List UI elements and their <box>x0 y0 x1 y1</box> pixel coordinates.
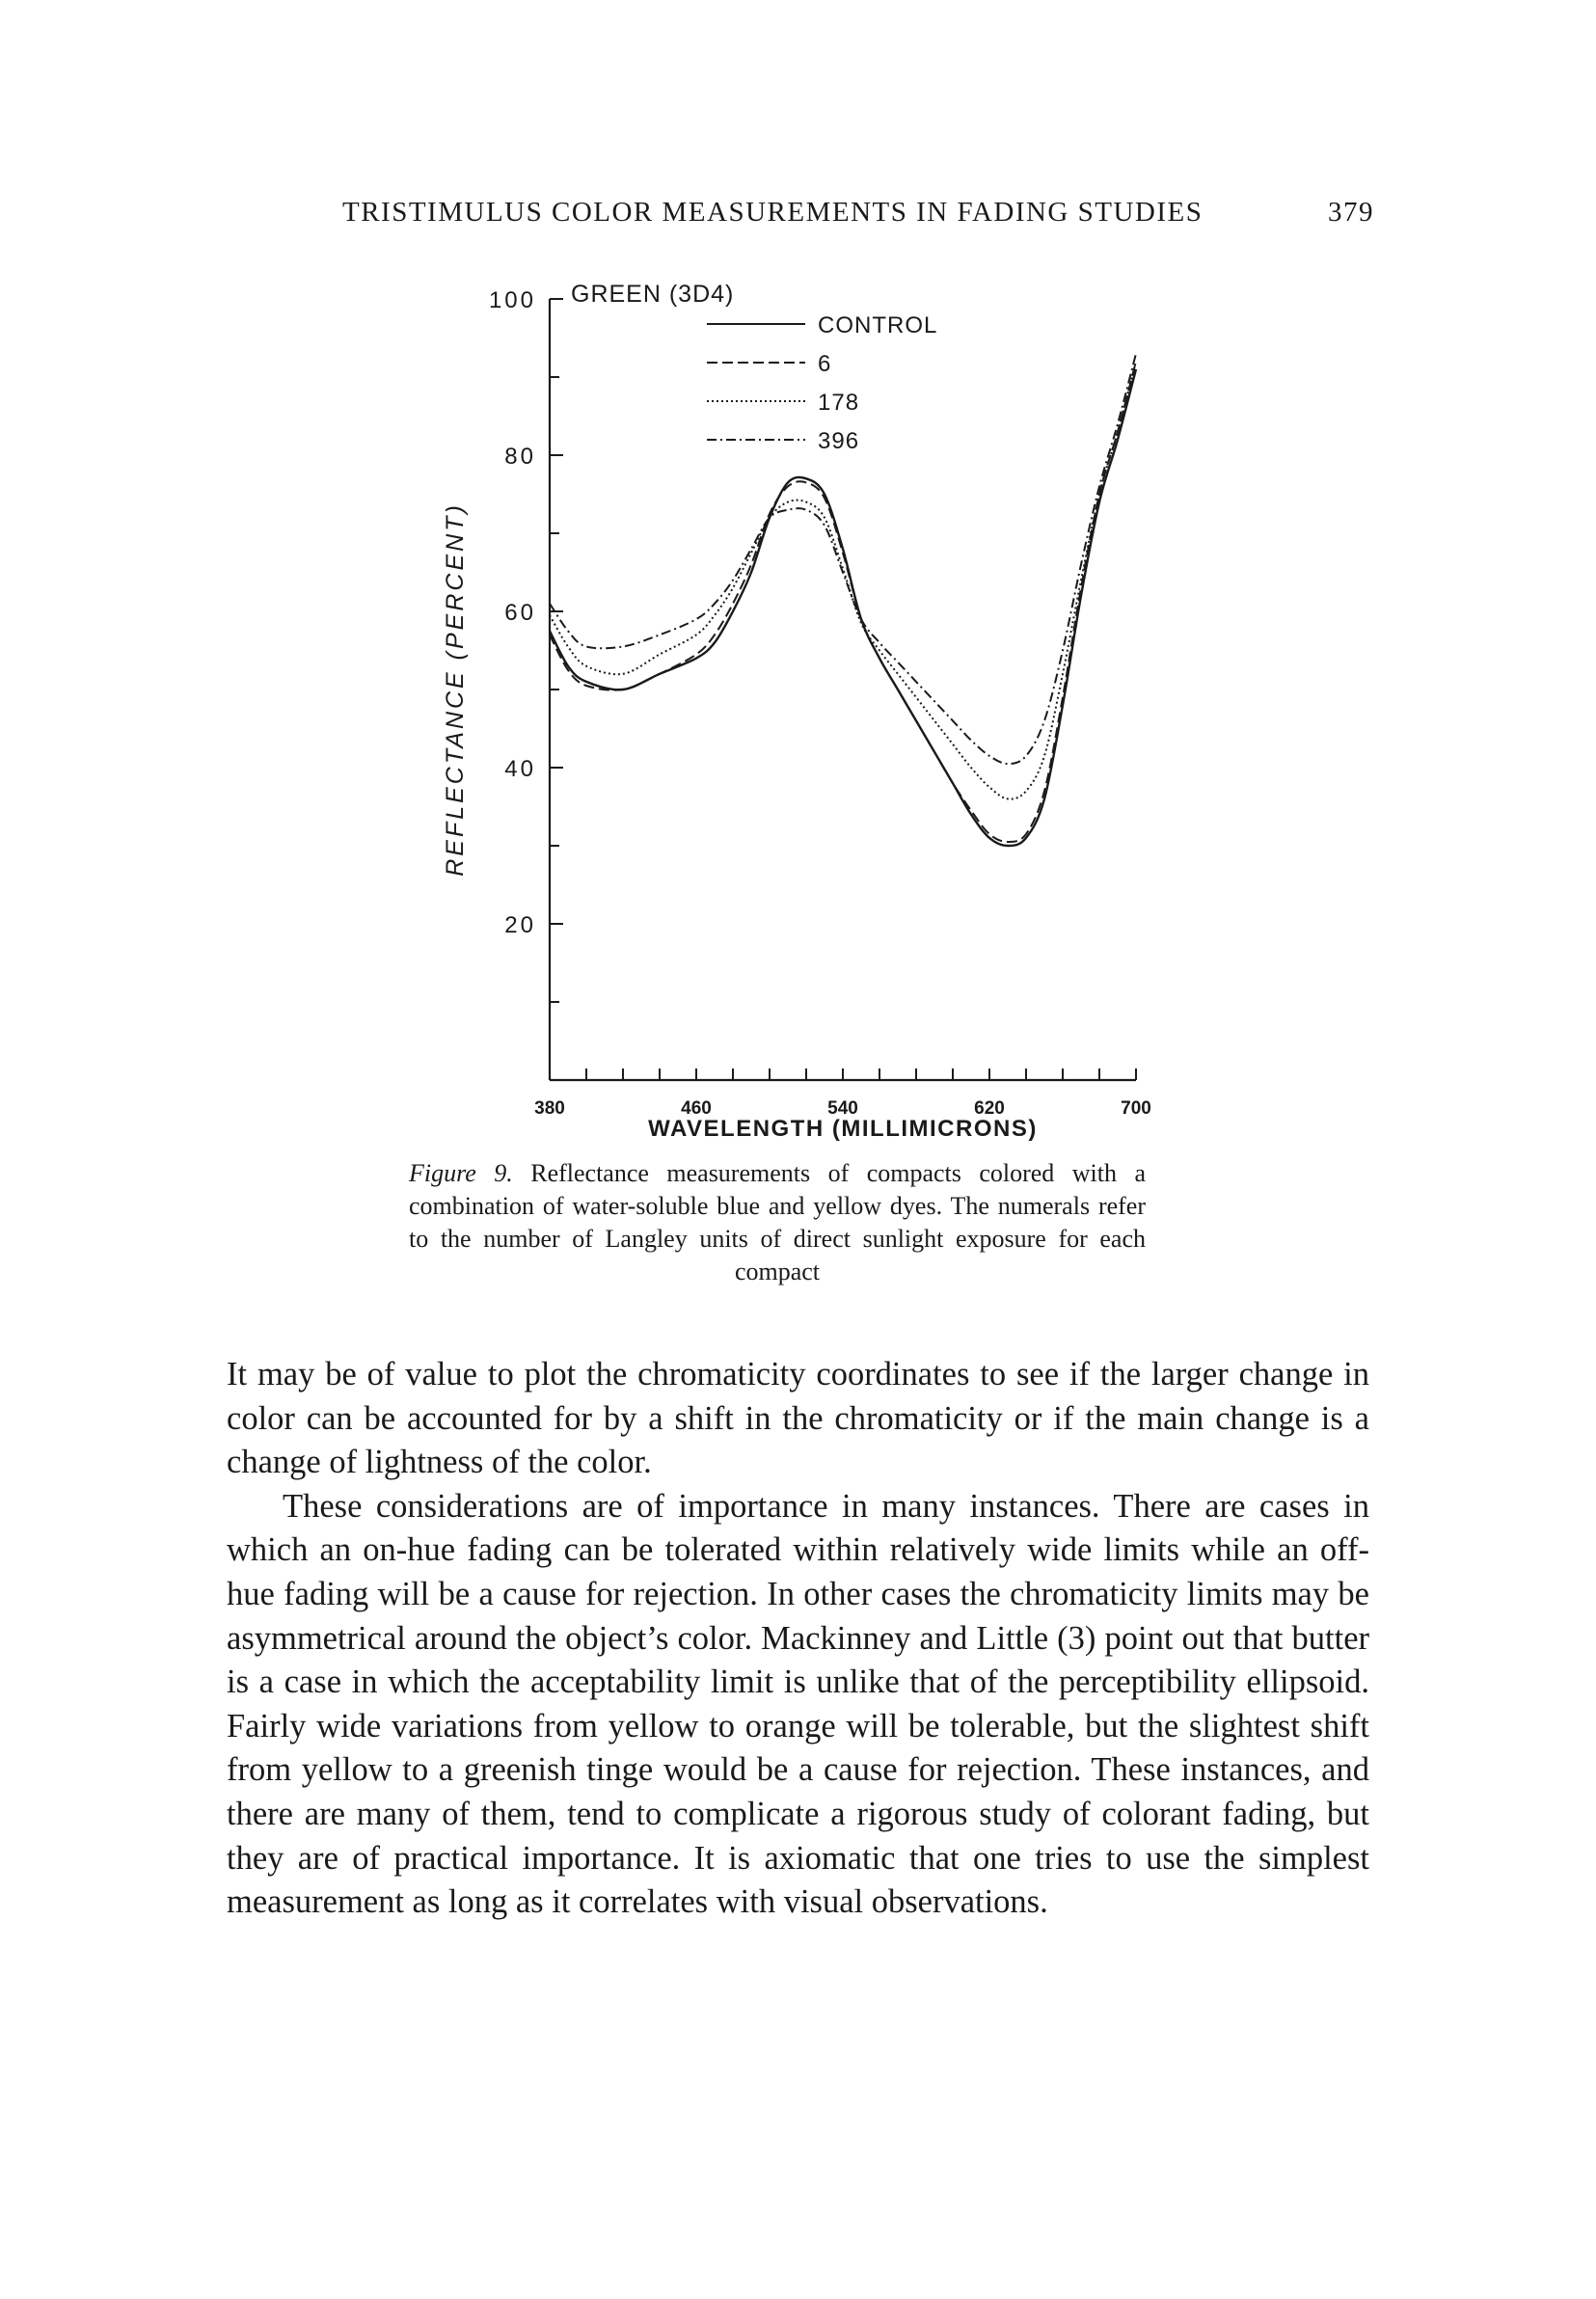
x-tick-label: 620 <box>974 1098 1005 1119</box>
x-tick-label: 700 <box>1121 1098 1151 1119</box>
series-line-control <box>550 369 1136 846</box>
caption-text: Reflectance measurements of compacts colored with a combination of water-soluble blue and yellow dyes. The numerals refer to the number of Langley units of direct sunlight exposure for each compact <box>409 1159 1146 1285</box>
body-text <box>227 1353 1369 1925</box>
chart-axes <box>550 299 1136 1080</box>
legend-label: CONTROL <box>818 312 938 338</box>
legend-label: 396 <box>818 428 860 454</box>
y-tick-label: 60 <box>504 600 536 626</box>
series-line-396 <box>550 354 1136 764</box>
y-axis-label: REFLECTANCE (PERCENT) <box>442 502 469 877</box>
y-tick-label: 80 <box>504 444 536 470</box>
x-tick-label: 540 <box>827 1098 858 1119</box>
legend-label: 6 <box>818 351 832 377</box>
legend-label: 178 <box>818 390 860 416</box>
paragraph-1: It may be of value to plot the chromaticity coordinates to see if the larger change in color can be accounted for by a shift in the chromaticity or if the main change is a change of lightness of the color. <box>227 1356 1369 1481</box>
paragraph-2: These considerations are of importance in many instances. There are cases in which an on-hue fading can be tolerated within relatively wide limits while an off-hue fading will be a cause for rejection. In other cases the chromaticity limits may be asymmetrical around the object’s color. Mackinney and Little (3) point out that butter is a case in which the acceptability limit is unlike that of the perceptibility ellipsoid. Fairly wide variations from yellow to orange will be tolerable, but the slightest shift from yellow to a greenish tinge would be a cause for rejection. These instances, and there are many of them, tend to complicate a rigorous study of colorant fading, but they are of practical importance. It is axiomatic that one tries to use the simplest measurement as long as it correlates with visual observations. <box>227 1487 1369 1921</box>
page-number: 379 <box>1328 197 1374 228</box>
running-title: TRISTIMULUS COLOR MEASUREMENTS IN FADING STUDIES <box>342 197 1204 228</box>
legend <box>707 312 937 454</box>
series-line-178 <box>550 362 1136 799</box>
y-tick-label: 100 <box>488 287 536 313</box>
x-axis-label: WAVELENGTH (MILLIMICRONS) <box>648 1116 1038 1142</box>
figure-label: Figure 9. <box>409 1159 513 1187</box>
y-tick-label: 40 <box>504 756 536 782</box>
y-tick-label: 20 <box>504 912 536 938</box>
series-line-6 <box>550 362 1136 842</box>
figure-caption <box>409 1157 1146 1288</box>
chart-title: GREEN (3D4) <box>571 281 735 308</box>
series-lines <box>550 354 1136 846</box>
x-tick-label: 460 <box>681 1098 712 1119</box>
x-tick-label: 380 <box>534 1098 565 1119</box>
y-axis-ticks <box>489 287 563 1002</box>
x-axis-ticks <box>534 1068 1151 1119</box>
